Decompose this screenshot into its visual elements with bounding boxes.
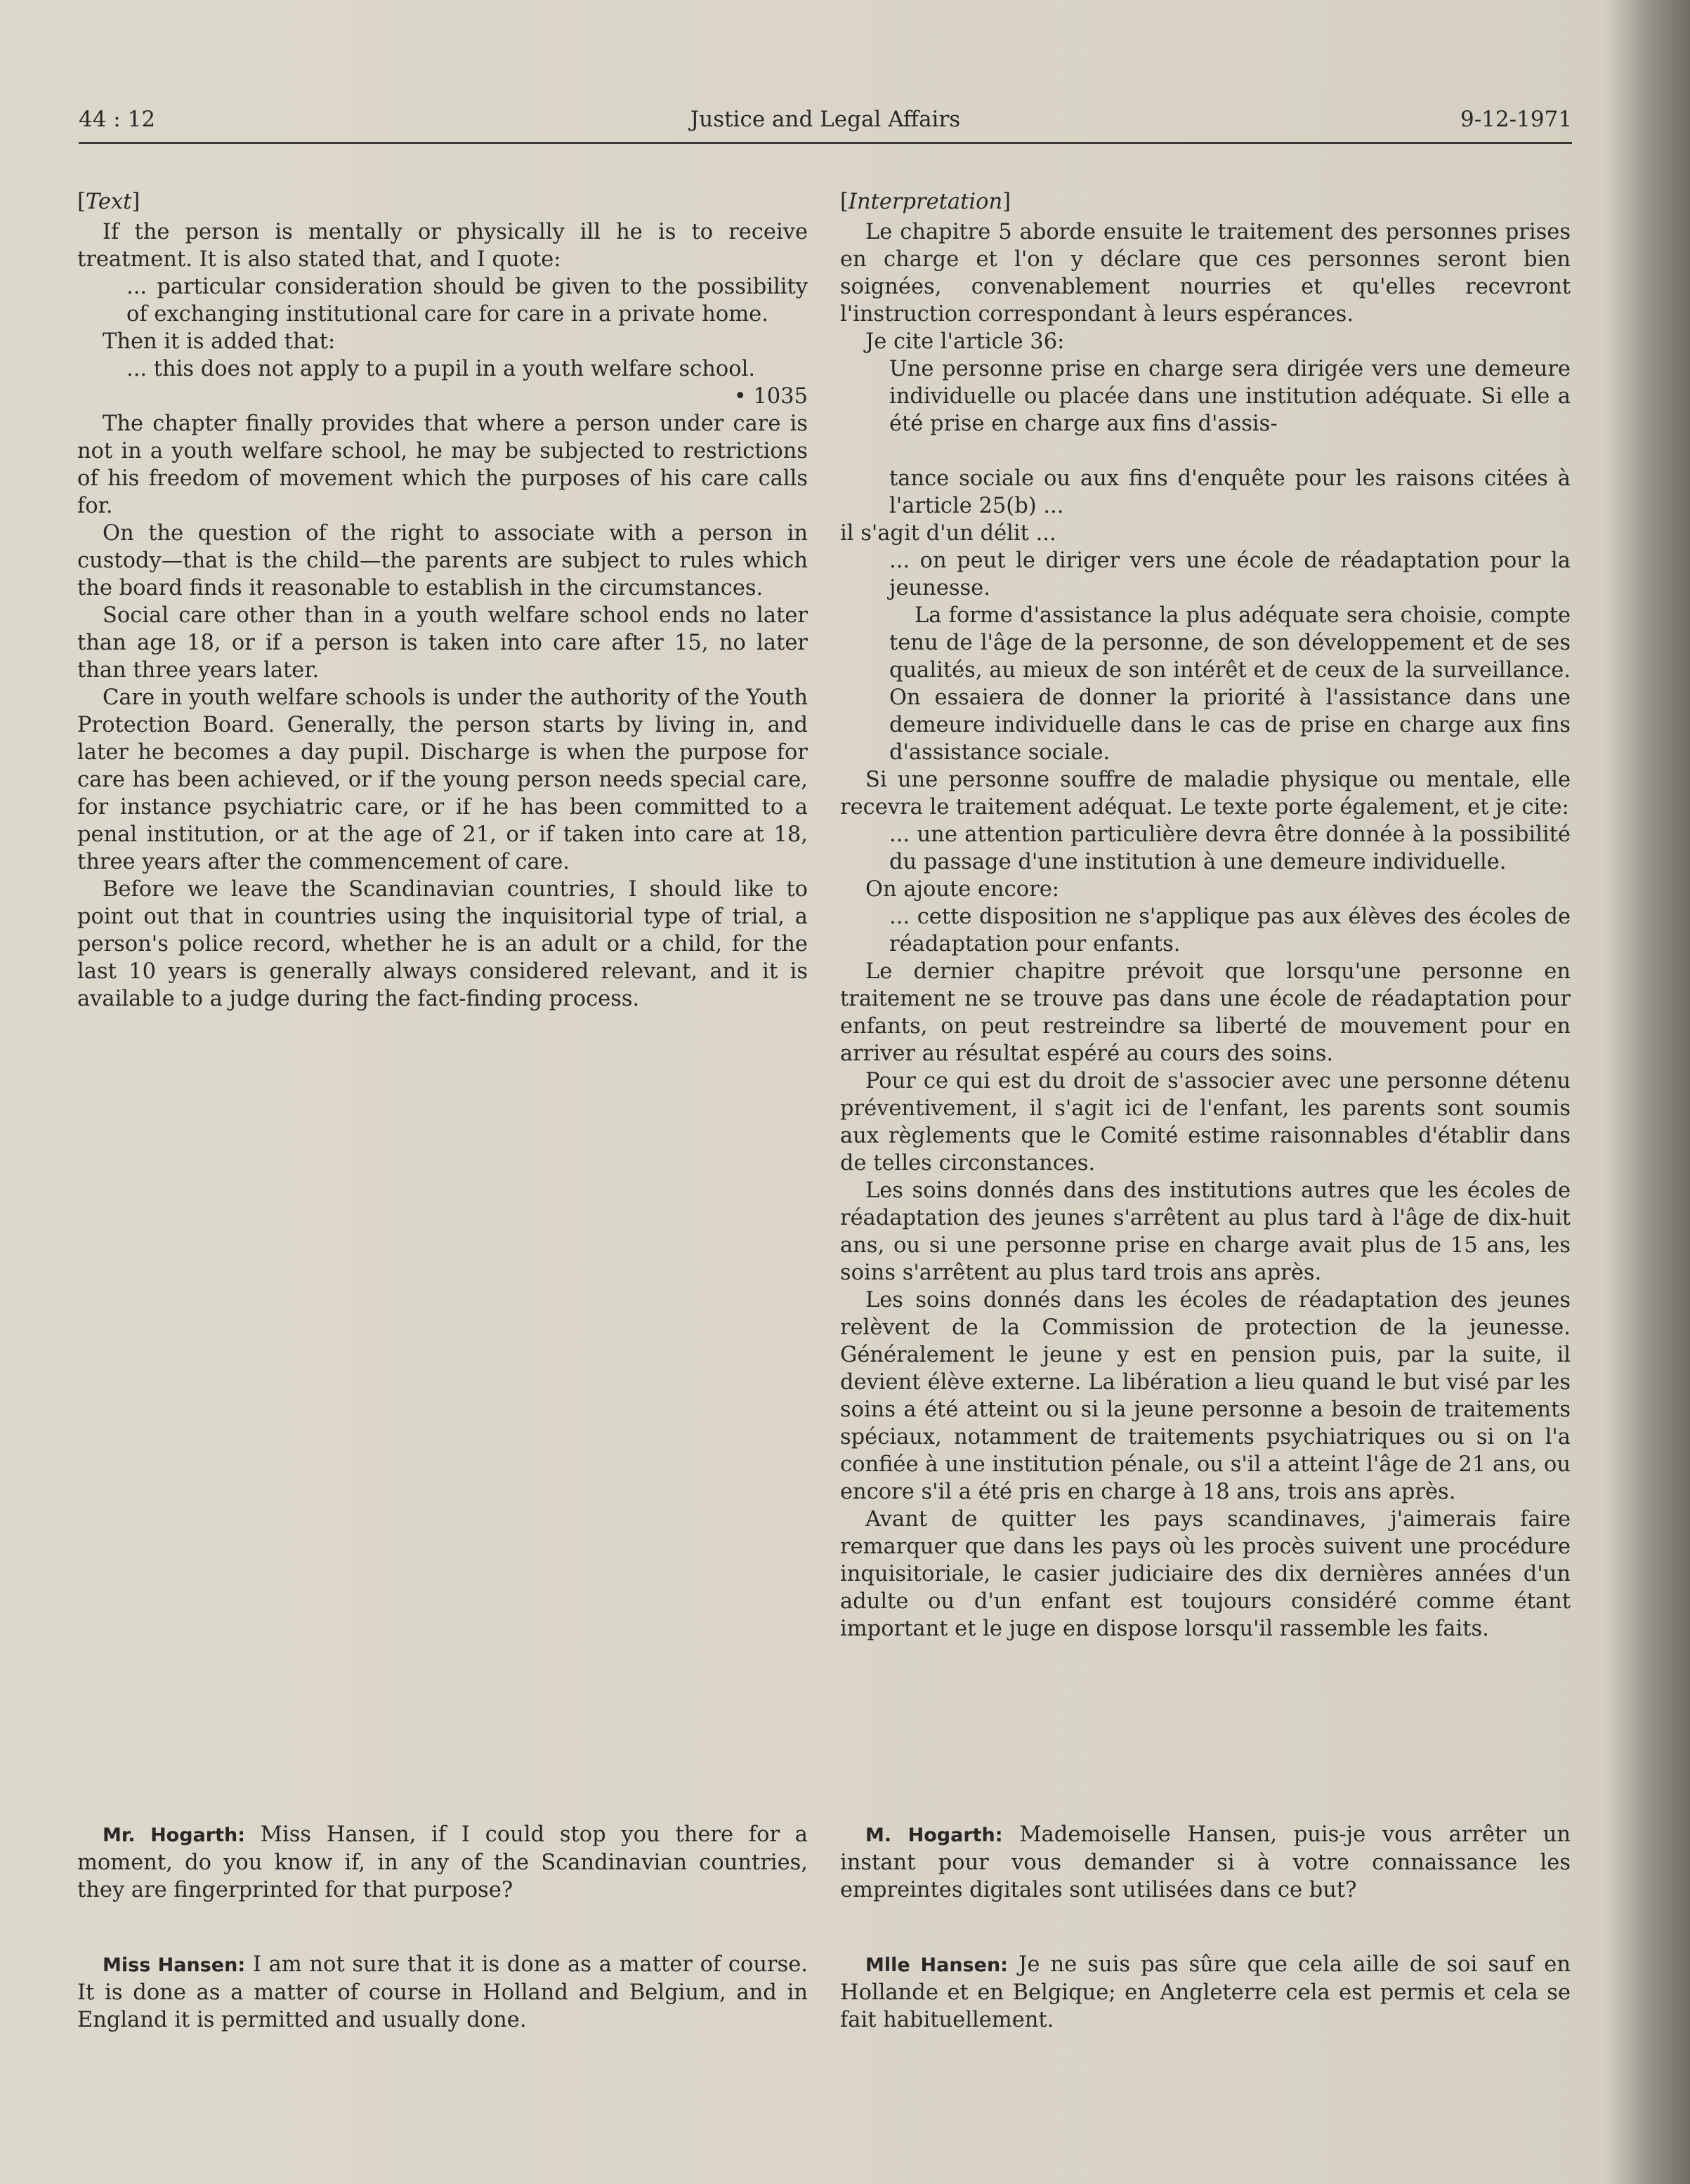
quotation: ... on peut le diriger vers une école de réadaptation pour la jeunesse. bbox=[889, 548, 1571, 600]
speaker-name: Mlle Hansen: bbox=[865, 1954, 1008, 1976]
page-number: 44 : 12 bbox=[79, 107, 156, 132]
speaker-name: Miss Hansen: bbox=[103, 1954, 246, 1976]
speaker-name: M. Hogarth: bbox=[865, 1824, 1003, 1846]
paragraph: Avant de quitter les pays scandinaves, j'aimerais faire remarquer que dans les pays où les procès suivent une procédure inquisitoriale, le casier judiciaire des dix dernières années d'un adulte ou d'un enfant est toujours considéré comme étant important et le juge en dispose lorsqu'il rassemble les faits. bbox=[840, 1507, 1571, 1641]
paragraph: Le chapitre 5 aborde ensuite le traitement des personnes prises en charge et l'on y déclare que ces personnes seront bien soignées, convenablement nourries et qu'elles recevront l'instruction correspondant à leurs espérances. bbox=[840, 220, 1571, 327]
dialogue-french-hogarth bbox=[840, 1821, 1571, 1904]
english-heading: [Text] bbox=[77, 190, 140, 214]
speaker-name: Mr. Hogarth: bbox=[103, 1824, 246, 1846]
quotation: ... this does not apply to a pupil in a youth welfare school. bbox=[126, 357, 756, 381]
quotation: ... particular consideration should be given to the possibility of exchanging institutional care for care in a private home. bbox=[126, 275, 808, 327]
english-column bbox=[77, 188, 808, 1013]
paragraph: Les soins donnés dans les écoles de réadaptation des jeunes relèvent de la Commission de protection de la jeunesse. Généralement le jeune y est en pension puis, par la suite, il devient élève externe. La libération a lieu quand le but visé par les soins a été atteint ou si la jeune personne a besoin de traitements spéciaux, notamment de traitements psychiatriques ou si on l'a confiée à une institution pénale, ou s'il a atteint l'âge de 21 ans, ou encore s'il a été pris en charge à 18 ans, trois ans après. bbox=[840, 1288, 1571, 1504]
time-marker: • 1035 bbox=[733, 384, 808, 409]
column-gap bbox=[840, 438, 1571, 465]
paragraph: il s'agit d'un délit ... bbox=[840, 521, 1056, 546]
french-heading: [Interpretation] bbox=[840, 190, 1011, 214]
paragraph: Then it is added that: bbox=[103, 329, 336, 354]
header-date: 9-12-1971 bbox=[1460, 107, 1572, 132]
running-title: Justice and Legal Affairs bbox=[690, 107, 961, 132]
paragraph: On ajoute encore: bbox=[865, 877, 1060, 902]
dialogue-english-hansen bbox=[77, 1951, 808, 2034]
paragraph: Social care other than in a youth welfare school ends no later than age 18, or if a person is taken into care after 15, no later than three years later. bbox=[77, 603, 808, 683]
french-column bbox=[840, 188, 1571, 1643]
paragraph: If the person is mentally or physically ill he is to receive treatment. It is also stated that, and I quote: bbox=[77, 220, 808, 272]
dialogue-text: Miss Hansen, if I could stop you there for a moment, do you know if, in any of the Scandinavian countries, they are fingerprinted for that purpose? bbox=[77, 1822, 808, 1902]
dialogue-english-hogarth bbox=[77, 1821, 808, 1904]
quotation: tance sociale ou aux fins d'enquête pour les raisons citées à l'article 25(b) ... bbox=[889, 466, 1571, 518]
quotation: ... une attention particulière devra être donnée à la possibilité du passage d'une institution à une demeure individuelle. bbox=[889, 822, 1571, 874]
dialogue-text: Je ne suis pas sûre que cela aille de soi sauf en Hollande et en Belgique; en Angleterre cela est permis et cela se fait habituellement. bbox=[840, 1952, 1571, 2032]
paragraph: Si une personne souffre de maladie physique ou mentale, elle recevra le traitement adéquat. Le texte porte également, et je cite: bbox=[840, 768, 1571, 820]
paragraph: Les soins donnés dans des institutions autres que les écoles de réadaptation des jeunes s'arrêtent au plus tard à l'âge de dix-huit ans, ou si une personne prise en charge avait plus de 15 ans, les soins s'arrêtent au plus tard trois ans après. bbox=[840, 1178, 1571, 1285]
paragraph: Care in youth welfare schools is under the authority of the Youth Protection Board. Generally, the person starts by living in, and later he becomes a day pupil. Discharge is when the purpose for care has been achieved, or if the young person needs special care, for instance psychiatric care, or if he has been committed to a penal institution, or at the age of 21, or if taken into care at 18, three years after the commencement of care. bbox=[77, 685, 808, 874]
paragraph: The chapter finally provides that where a person under care is not in a youth welfare school, he may be subjected to restrictions of his freedom of movement which the purposes of his care calls for. bbox=[77, 412, 808, 518]
quotation: Une personne prise en charge sera dirigée vers une demeure individuelle ou placée dans une institution adéquate. Si elle a été prise en charge aux fins d'assis- bbox=[889, 357, 1571, 436]
paragraph: Je cite l'article 36: bbox=[865, 329, 1065, 354]
paragraph: Le dernier chapitre prévoit que lorsqu'une personne en traitement ne se trouve pas dans une école de réadaptation pour enfants, on peut restreindre sa liberté de mouvement pour en arriver au résultat espéré au cours des soins. bbox=[840, 959, 1571, 1066]
dialogue-text: Mademoiselle Hansen, puis-je vous arrêter un instant pour vous demander si à votre connaissance les empreintes digitales sont utilisées dans ce but? bbox=[840, 1822, 1571, 1902]
page-header bbox=[79, 105, 1572, 144]
paragraph: Before we leave the Scandinavian countries, I should like to point out that in countries using the inquisitorial type of trial, a person's police record, whether he is an adult or a child, for the last 10 years is generally always considered relevant, and it is available to a judge during the fact-finding process. bbox=[77, 877, 808, 1011]
paragraph: Pour ce qui est du droit de s'associer avec une personne détenu préventivement, il s'agit ici de l'enfant, les parents sont soumis aux règlements que le Comité estime raisonnables d'établir dans de telles circonstances. bbox=[840, 1069, 1571, 1176]
dialogue-french-hansen bbox=[840, 1951, 1571, 2034]
paragraph: On the question of the right to associate with a person in custody—that is the child—the parents are subject to rules which the board finds it reasonable to establish in the circumstances. bbox=[77, 521, 808, 600]
dialogue-text: I am not sure that it is done as a matter of course. It is done as a matter of course in Holland and Belgium, and in England it is permitted and usually done. bbox=[77, 1952, 808, 2032]
quotation: La forme d'assistance la plus adéquate sera choisie, compte tenu de l'âge de la personne, de son développement et de ses qualités, au mieux de son intérêt et de ceux de la surveillance. On essaiera de donner la priorité à l'assistance dans une demeure individuelle dans le cas de prise en charge aux fins d'assistance sociale. bbox=[889, 603, 1571, 765]
quotation: ... cette disposition ne s'applique pas aux élèves des écoles de réadaptation pour enfants. bbox=[889, 904, 1571, 956]
